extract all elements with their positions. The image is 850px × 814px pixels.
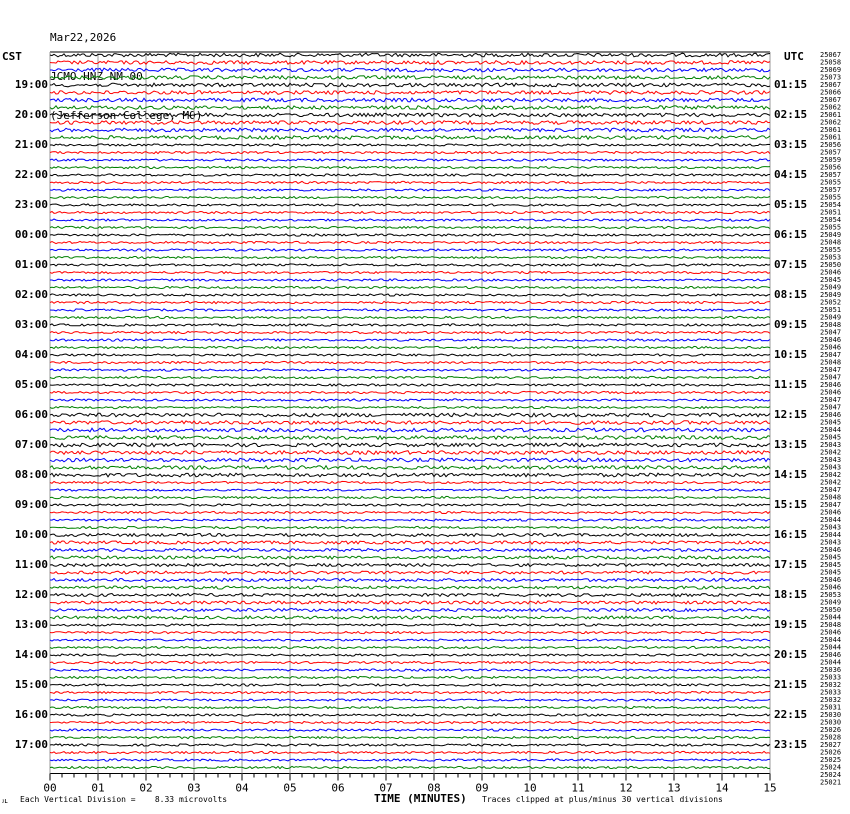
seismic-trace (50, 473, 770, 477)
x-tick-label: 02 (139, 781, 153, 795)
seismic-trace (50, 639, 770, 641)
seismic-trace (50, 279, 770, 281)
seismic-trace (50, 579, 770, 582)
utc-hour-label: 07:15 (774, 258, 808, 271)
trace-count-value: 25067 (820, 51, 842, 59)
trace-count-value: 25025 (820, 756, 842, 764)
clip-note: Traces clipped at plus/minus 30 vertical divisions (482, 795, 723, 804)
cst-hour-label: 01:00 (14, 258, 48, 271)
trace-count-value: 25031 (820, 703, 842, 712)
trace-count-value: 25047 (820, 373, 842, 382)
x-tick-label: 07 (379, 781, 393, 795)
x-tick-label: 12 (619, 781, 633, 795)
seismic-trace (50, 676, 770, 678)
trace-count-value: 25044 (820, 531, 842, 539)
utc-hour-label: 20:15 (774, 648, 808, 661)
trace-count-value: 25046 (820, 381, 842, 389)
trace-count-value: 25026 (820, 726, 842, 734)
cst-hour-label: 07:00 (14, 438, 48, 451)
trace-count-value: 25045 (820, 433, 842, 442)
seismic-trace (50, 436, 770, 440)
trace-count-value: 25046 (820, 583, 842, 592)
trace-count-value: 25033 (820, 688, 842, 697)
seismic-trace (50, 241, 770, 243)
trace-count-value: 25057 (820, 148, 842, 157)
trace-count-value: 25046 (820, 508, 842, 517)
trace-count-value: 25048 (820, 238, 842, 247)
utc-hour-label: 04:15 (774, 168, 808, 181)
trace-count-value: 25049 (820, 283, 842, 292)
seismic-trace (50, 443, 770, 447)
seismic-trace (50, 421, 770, 425)
utc-hour-label: 10:15 (774, 348, 808, 361)
seismic-trace (50, 91, 770, 95)
trace-count-value: 25046 (820, 268, 842, 277)
utc-hour-label: 06:15 (774, 228, 808, 241)
cst-hour-label: 21:00 (14, 138, 48, 151)
cst-hour-label: 00:00 (14, 228, 48, 241)
seismic-trace (50, 534, 770, 537)
seismic-trace (50, 219, 770, 221)
trace-count-value: 25044 (820, 636, 842, 644)
trace-count-value: 25049 (820, 231, 842, 239)
trace-count-value: 25047 (820, 486, 842, 494)
seismic-trace (50, 399, 770, 401)
utc-hour-label: 13:15 (774, 438, 808, 451)
trace-count-value: 25061 (820, 133, 842, 142)
trace-count-value: 25057 (820, 186, 842, 194)
trace-count-value: 25045 (820, 276, 842, 284)
seismic-trace (50, 759, 770, 761)
trace-count-value: 25054 (820, 216, 842, 224)
seismic-trace (50, 376, 770, 378)
seismic-trace (50, 369, 770, 371)
trace-count-value: 25047 (820, 396, 842, 404)
seismic-trace (50, 331, 770, 333)
trace-count-value: 25048 (820, 321, 842, 329)
trace-count-value: 25044 (820, 613, 842, 622)
trace-count-value: 25062 (820, 118, 842, 127)
trace-count-value: 25044 (820, 426, 842, 434)
seismic-trace (50, 706, 770, 708)
cst-hour-label: 13:00 (14, 618, 48, 631)
x-tick-label: 06 (331, 781, 345, 795)
seismic-trace (50, 736, 770, 738)
trace-count-value: 25055 (820, 246, 842, 254)
trace-count-value: 25042 (820, 478, 842, 487)
seismic-trace (50, 159, 770, 161)
trace-count-value: 25050 (820, 261, 842, 269)
cst-hour-label: 02:00 (14, 288, 48, 301)
seismic-trace (50, 68, 770, 72)
utc-hour-label: 09:15 (774, 318, 808, 331)
station-label: JCMO HNZ NM 00 (50, 70, 143, 83)
corner-mark: ᴊʟ (2, 797, 9, 805)
seismic-trace (50, 354, 770, 356)
seismic-trace (50, 83, 770, 87)
seismic-trace (50, 98, 770, 102)
cst-hour-label: 08:00 (14, 468, 48, 481)
trace-count-value: 25026 (820, 748, 842, 757)
trace-count-value: 25036 (820, 666, 842, 674)
cst-hour-label: 22:00 (14, 168, 48, 181)
date-label: Mar22,2026 (50, 31, 117, 44)
x-tick-label: 09 (475, 781, 489, 795)
seismic-trace (50, 144, 770, 146)
utc-hour-label: 15:15 (774, 498, 808, 511)
trace-count-value: 25047 (820, 501, 842, 509)
cst-hour-label: 05:00 (14, 378, 48, 391)
trace-count-value: 25073 (820, 73, 842, 82)
seismic-trace (50, 729, 770, 731)
cst-hour-label: 12:00 (14, 588, 48, 601)
seismic-trace (50, 466, 770, 470)
trace-count-value: 25049 (820, 598, 842, 607)
utc-hour-label: 01:15 (774, 78, 808, 91)
trace-count-value: 25058 (820, 58, 842, 67)
seismic-trace (50, 489, 770, 491)
trace-count-value: 25043 (820, 523, 842, 532)
seismic-trace (50, 106, 770, 110)
seismic-trace (50, 234, 770, 236)
seismic-trace (50, 451, 770, 455)
seismic-trace (50, 128, 770, 132)
seismic-trace (50, 519, 770, 521)
trace-count-value: 25021 (820, 778, 842, 787)
cst-axis-title: CST (2, 50, 22, 63)
seismic-trace (50, 264, 770, 266)
utc-hour-label: 05:15 (774, 198, 808, 211)
trace-count-value: 25043 (820, 463, 842, 472)
seismic-trace (50, 53, 770, 57)
trace-count-value: 25048 (820, 493, 842, 502)
cst-hour-label: 10:00 (14, 528, 48, 541)
x-tick-label: 08 (427, 781, 441, 795)
trace-count-value: 25027 (820, 741, 842, 749)
utc-hour-label: 08:15 (774, 288, 808, 301)
seismic-trace (50, 249, 770, 251)
seismic-trace (50, 481, 770, 483)
trace-count-value: 25047 (820, 366, 842, 374)
seismic-trace (50, 309, 770, 311)
trace-count-value: 25045 (820, 553, 842, 562)
trace-count-value: 25051 (820, 208, 842, 217)
seismic-trace (50, 181, 770, 183)
seismic-trace (50, 646, 770, 648)
seismic-trace (50, 549, 770, 552)
seismic-trace (50, 564, 770, 567)
seismic-trace (50, 211, 770, 213)
trace-count-value: 25046 (820, 628, 842, 637)
trace-count-value: 25053 (820, 253, 842, 262)
seismic-trace (50, 526, 770, 528)
seismic-trace (50, 413, 770, 417)
trace-count-value: 25051 (820, 306, 842, 314)
seismic-trace (50, 166, 770, 168)
seismic-trace (50, 684, 770, 686)
utc-hour-label: 22:15 (774, 708, 808, 721)
x-tick-label: 14 (715, 781, 729, 795)
trace-count-value: 25062 (820, 103, 842, 112)
seismic-trace (50, 751, 770, 753)
trace-count-value: 25046 (820, 651, 842, 659)
seismic-trace (50, 61, 770, 65)
cst-hour-label: 03:00 (14, 318, 48, 331)
seismic-trace (50, 196, 770, 198)
cst-hour-label: 04:00 (14, 348, 48, 361)
utc-hour-label: 11:15 (774, 378, 808, 391)
trace-count-value: 25050 (820, 606, 842, 614)
trace-count-value: 25048 (820, 621, 842, 629)
seismic-trace (50, 496, 770, 498)
trace-count-value: 25046 (820, 336, 842, 344)
trace-count-value: 25032 (820, 681, 842, 689)
seismic-trace (50, 654, 770, 656)
trace-count-value: 25030 (820, 711, 842, 719)
trace-count-value: 25055 (820, 193, 842, 202)
trace-count-value: 25043 (820, 441, 842, 449)
seismic-trace (50, 174, 770, 176)
trace-count-value: 25055 (820, 223, 842, 232)
trace-count-value: 25056 (820, 141, 842, 149)
seismic-trace (50, 504, 770, 506)
x-tick-label: 15 (763, 781, 777, 795)
trace-count-value: 25049 (820, 313, 842, 322)
trace-count-value: 25069 (820, 66, 842, 74)
trace-count-value: 25055 (820, 178, 842, 187)
trace-count-value: 25044 (820, 643, 842, 652)
seismic-trace (50, 121, 770, 125)
seismic-trace (50, 113, 770, 117)
trace-count-value: 25066 (820, 88, 842, 97)
seismic-trace (50, 586, 770, 589)
seismic-trace (50, 714, 770, 716)
seismic-trace (50, 391, 770, 393)
cst-hour-label: 09:00 (14, 498, 48, 511)
trace-count-value: 25061 (820, 111, 842, 119)
seismic-trace (50, 361, 770, 363)
utc-hour-label: 17:15 (774, 558, 808, 571)
trace-count-value: 25046 (820, 343, 842, 352)
cst-hour-label: 14:00 (14, 648, 48, 661)
scale-note: Each Vertical Division = 8.33 microvolts (20, 795, 228, 804)
trace-count-value: 25047 (820, 351, 842, 359)
seismic-trace (50, 189, 770, 191)
cst-hour-label: 19:00 (14, 78, 48, 91)
seismic-trace (50, 136, 770, 140)
utc-axis-title: UTC (784, 50, 804, 63)
utc-hour-label: 19:15 (774, 618, 808, 631)
utc-hour-label: 16:15 (774, 528, 808, 541)
seismic-trace (50, 458, 770, 462)
trace-count-value: 25067 (820, 81, 842, 89)
trace-count-value: 25042 (820, 471, 842, 479)
seismic-trace (50, 699, 770, 701)
trace-count-value: 25052 (820, 298, 842, 307)
seismic-trace (50, 594, 770, 597)
trace-count-value: 25047 (820, 328, 842, 337)
seismic-trace (50, 556, 770, 559)
seismic-trace (50, 744, 770, 746)
trace-count-value: 25024 (820, 763, 842, 772)
trace-count-value: 25053 (820, 591, 842, 599)
trace-count-value: 25044 (820, 658, 842, 667)
trace-count-value: 25045 (820, 568, 842, 577)
x-tick-label: 11 (571, 781, 585, 795)
x-tick-label: 01 (91, 781, 105, 795)
trace-count-value: 25046 (820, 546, 842, 554)
seismic-trace (50, 256, 770, 258)
utc-hour-label: 02:15 (774, 108, 808, 121)
seismic-trace (50, 294, 770, 296)
trace-count-value: 25033 (820, 673, 842, 682)
seismic-trace (50, 346, 770, 348)
seismic-trace (50, 204, 770, 206)
trace-count-value: 25028 (820, 733, 842, 742)
trace-count-value: 25046 (820, 411, 842, 419)
seismic-trace (50, 661, 770, 663)
cst-hour-label: 17:00 (14, 738, 48, 751)
x-tick-label: 05 (283, 781, 297, 795)
trace-count-value: 25045 (820, 418, 842, 427)
seismic-trace (50, 384, 770, 386)
seismic-trace (50, 339, 770, 341)
seismic-trace (50, 669, 770, 671)
x-axis-label: TIME (MINUTES) (374, 792, 467, 805)
cst-hour-label: 20:00 (14, 108, 48, 121)
seismic-trace (50, 631, 770, 633)
cst-hour-label: 06:00 (14, 408, 48, 421)
cst-hour-label: 16:00 (14, 708, 48, 721)
cst-hour-label: 15:00 (14, 678, 48, 691)
x-tick-label: 04 (235, 781, 249, 795)
cst-hour-label: 23:00 (14, 198, 48, 211)
seismic-trace (50, 571, 770, 574)
location-label: (Jefferson College, MO) (50, 109, 203, 122)
trace-count-value: 25024 (820, 771, 842, 779)
trace-count-value: 25030 (820, 718, 842, 727)
trace-count-value: 25046 (820, 576, 842, 584)
trace-count-value: 25045 (820, 561, 842, 569)
utc-hour-label: 12:15 (774, 408, 808, 421)
seismic-trace (50, 609, 770, 612)
seismic-trace (50, 226, 770, 228)
cst-hour-label: 11:00 (14, 558, 48, 571)
utc-hour-label: 18:15 (774, 588, 808, 601)
seismic-trace (50, 406, 770, 408)
trace-count-value: 25048 (820, 358, 842, 367)
trace-count-value: 25057 (820, 171, 842, 179)
seismic-trace (50, 721, 770, 723)
seismic-trace (50, 616, 770, 619)
trace-count-value: 25067 (820, 96, 842, 104)
trace-count-value: 25043 (820, 538, 842, 547)
trace-count-value: 25046 (820, 388, 842, 397)
seismic-trace (50, 428, 770, 432)
trace-count-value: 25049 (820, 291, 842, 299)
seismic-trace (50, 601, 770, 604)
seismic-trace (50, 271, 770, 273)
seismic-trace (50, 511, 770, 513)
x-tick-label: 03 (187, 781, 201, 795)
trace-count-value: 25061 (820, 126, 842, 134)
utc-hour-label: 14:15 (774, 468, 808, 481)
trace-count-value: 25047 (820, 403, 842, 412)
seismic-trace (50, 766, 770, 768)
trace-count-value: 25054 (820, 201, 842, 209)
utc-hour-label: 21:15 (774, 678, 808, 691)
seismic-trace (50, 541, 770, 544)
seismic-trace (50, 324, 770, 326)
x-tick-label: 13 (667, 781, 681, 795)
utc-hour-label: 03:15 (774, 138, 808, 151)
trace-count-value: 25059 (820, 156, 842, 164)
trace-count-value: 25056 (820, 163, 842, 172)
seismic-trace (50, 624, 770, 626)
trace-count-value: 25042 (820, 448, 842, 457)
seismic-trace (50, 301, 770, 303)
seismic-trace (50, 316, 770, 318)
seismic-trace (50, 286, 770, 288)
x-tick-label: 00 (43, 781, 57, 795)
seismic-trace (50, 76, 770, 80)
x-tick-label: 10 (523, 781, 537, 795)
utc-hour-label: 23:15 (774, 738, 808, 751)
seismic-trace (50, 151, 770, 153)
trace-count-value: 25032 (820, 696, 842, 704)
seismic-trace (50, 691, 770, 693)
trace-count-value: 25043 (820, 456, 842, 464)
trace-count-value: 25044 (820, 516, 842, 524)
